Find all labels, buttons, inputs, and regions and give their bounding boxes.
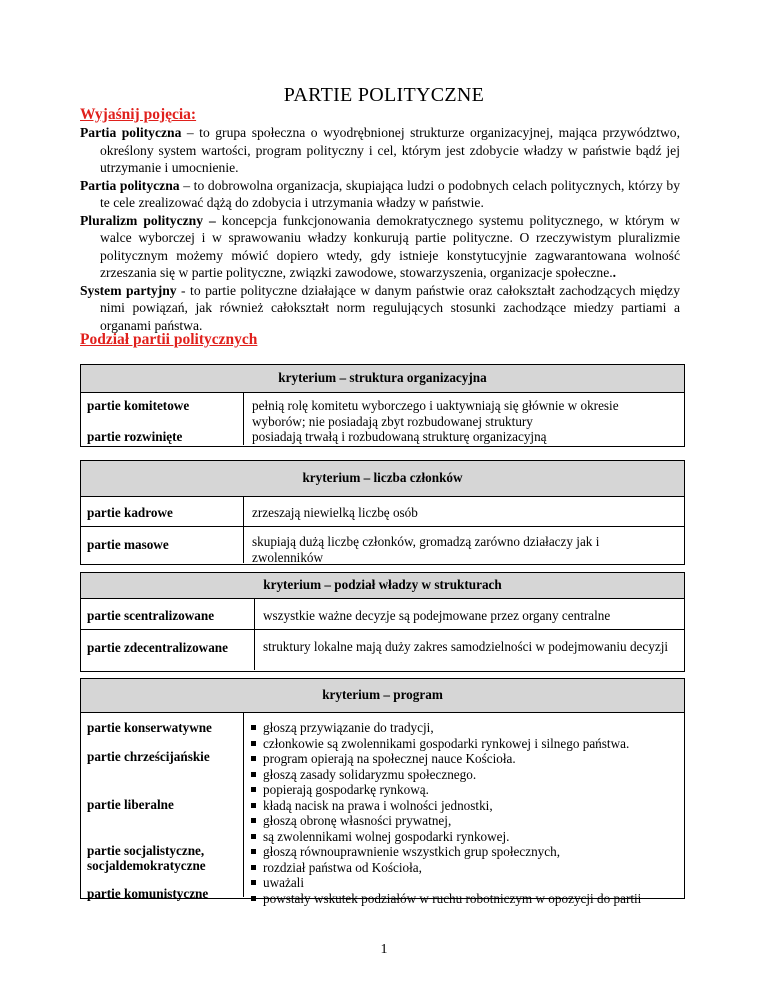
table-power-division xyxy=(80,572,685,672)
table-header: kryterium – liczba członków xyxy=(81,461,684,497)
row-label: partie scentralizowane xyxy=(87,608,215,623)
definition-text: - to partie polityczne działające w danym państwie oraz całokształt zachodzących między nimi powiązań, jak również całokształt norm regulujących stosunki zachodzące miedzy partiami a organami państwa. xyxy=(100,282,680,333)
list-item: głoszą zasady solidaryzmu społecznego. xyxy=(249,767,679,783)
definition-term: System partyjny xyxy=(80,282,177,298)
table-organizational-structure xyxy=(80,364,685,447)
list-item: głoszą obronę własności prywatnej, xyxy=(249,813,679,829)
row-description: wszystkie ważne decyzje są podejmowane przez organy centralne xyxy=(263,608,611,623)
table-header: kryterium – podział władzy w strukturach xyxy=(81,573,684,599)
row-label: partie liberalne xyxy=(87,797,174,812)
definition-term: Partia polityczna xyxy=(80,177,180,193)
list-item: głoszą przywiązanie do tradycji, xyxy=(249,720,679,736)
column-divider xyxy=(243,713,244,897)
row-label: partie chrześcijańskie xyxy=(87,749,210,764)
definition-text: – to dobrowolna organizacja, skupiająca ludzi o podobnych celach politycznych, którzy by te cele zrealizować dążą do zdobycia i utrzymania władzy w państwie. xyxy=(100,177,680,210)
table-header: kryterium – program xyxy=(81,679,684,713)
row-description: struktury lokalne mają duży zakres samodzielności w podejmowaniu decyzji xyxy=(263,639,669,654)
row-divider xyxy=(81,629,684,630)
table-header: kryterium – struktura organizacyjna xyxy=(81,365,684,393)
definition-pluralism xyxy=(80,212,680,282)
row-label: partie komunistyczne xyxy=(87,886,209,901)
list-item: uważali xyxy=(249,875,679,891)
table-member-count xyxy=(80,460,685,565)
table-program xyxy=(80,678,685,906)
list-item: popierają gospodarkę rynkową. xyxy=(249,782,679,798)
table-body xyxy=(81,393,684,445)
definition-final-dot: . xyxy=(612,265,617,280)
row-label: partie kadrowe xyxy=(87,505,173,520)
section-heading-division: Podział partii politycznych xyxy=(80,331,258,348)
program-list xyxy=(249,720,679,906)
row-description: zrzeszają niewielką liczbę osób xyxy=(252,505,418,520)
page-number: 1 xyxy=(380,942,388,957)
definition-text: koncepcja funkcjonowania demokratycznego systemu politycznego, w którym w walce wyborczej i w sprawowaniu władzy konkurują partie polityczne. O rzeczywistym pluralizmie politycznym możemy mówić dopiero wtedy, gdy istnieje konstytucyjnie zagwarantowana wolność zrzeszania się w partie polityczne, związki zawodowe, stowarzyszenia, organizacje społeczne. xyxy=(100,212,680,280)
column-divider xyxy=(243,497,244,563)
row-label: partie socjalistyczne, xyxy=(87,843,205,858)
definition-party-2 xyxy=(80,177,680,212)
table-body xyxy=(81,713,684,906)
definition-party-1 xyxy=(80,124,680,177)
definition-text: – to grupa społeczna o wyodrębnionej strukturze organizacyjnej, mająca przywództwo, określony system wartości, program polityczny i cel, którym jest zdobycie władzy w państwie bądź jej utrzymanie i umocnienie. xyxy=(100,125,680,175)
row-description: posiadają trwałą i rozbudowaną strukturę organizacyjną xyxy=(252,429,547,444)
definition-term: Pluralizm polityczny – xyxy=(80,212,216,228)
row-label: socjaldemokratyczne xyxy=(87,858,206,873)
column-divider xyxy=(243,393,244,445)
definitions-block xyxy=(80,124,680,334)
row-label: partie komitetowe xyxy=(87,398,190,413)
table-body xyxy=(81,599,684,670)
definition-party-system xyxy=(80,282,680,335)
list-item: powstały wskutek podziałów w ruchu robotniczym w opozycji do partii xyxy=(249,891,679,907)
row-divider xyxy=(81,526,684,527)
list-item: program opierają na społecznej nauce Kościoła. xyxy=(249,751,679,767)
list-item: kładą nacisk na prawa i wolności jednostki, xyxy=(249,798,679,814)
list-item: są zwolennikami wolnej gospodarki rynkowej. xyxy=(249,829,679,845)
page-title: PARTIE POLITYCZNE xyxy=(283,84,485,106)
column-divider xyxy=(254,599,255,670)
list-item: głoszą równouprawnienie wszystkich grup społecznych, xyxy=(249,844,679,860)
row-label: partie konserwatywne xyxy=(87,720,212,735)
row-description: pełnią rolę komitetu wyborczego i uaktywniają się głównie w okresie wyborów; nie posiadają zbyt rozbudowanej struktury xyxy=(252,398,619,429)
row-label: partie rozwinięte xyxy=(87,429,183,444)
row-description: skupiają dużą liczbę członków, gromadzą zarówno działaczy jak i zwolenników xyxy=(252,534,600,565)
table-body xyxy=(81,497,684,563)
list-item: członkowie są zwolennikami gospodarki rynkowej i silnego państwa. xyxy=(249,736,679,752)
list-item: rozdział państwa od Kościoła, xyxy=(249,860,679,876)
row-label: partie zdecentralizowane xyxy=(87,640,228,655)
definition-term: Partia polityczna xyxy=(80,125,182,140)
section-heading-concepts: Wyjaśnij pojęcia: xyxy=(80,106,197,123)
row-label: partie masowe xyxy=(87,537,169,552)
